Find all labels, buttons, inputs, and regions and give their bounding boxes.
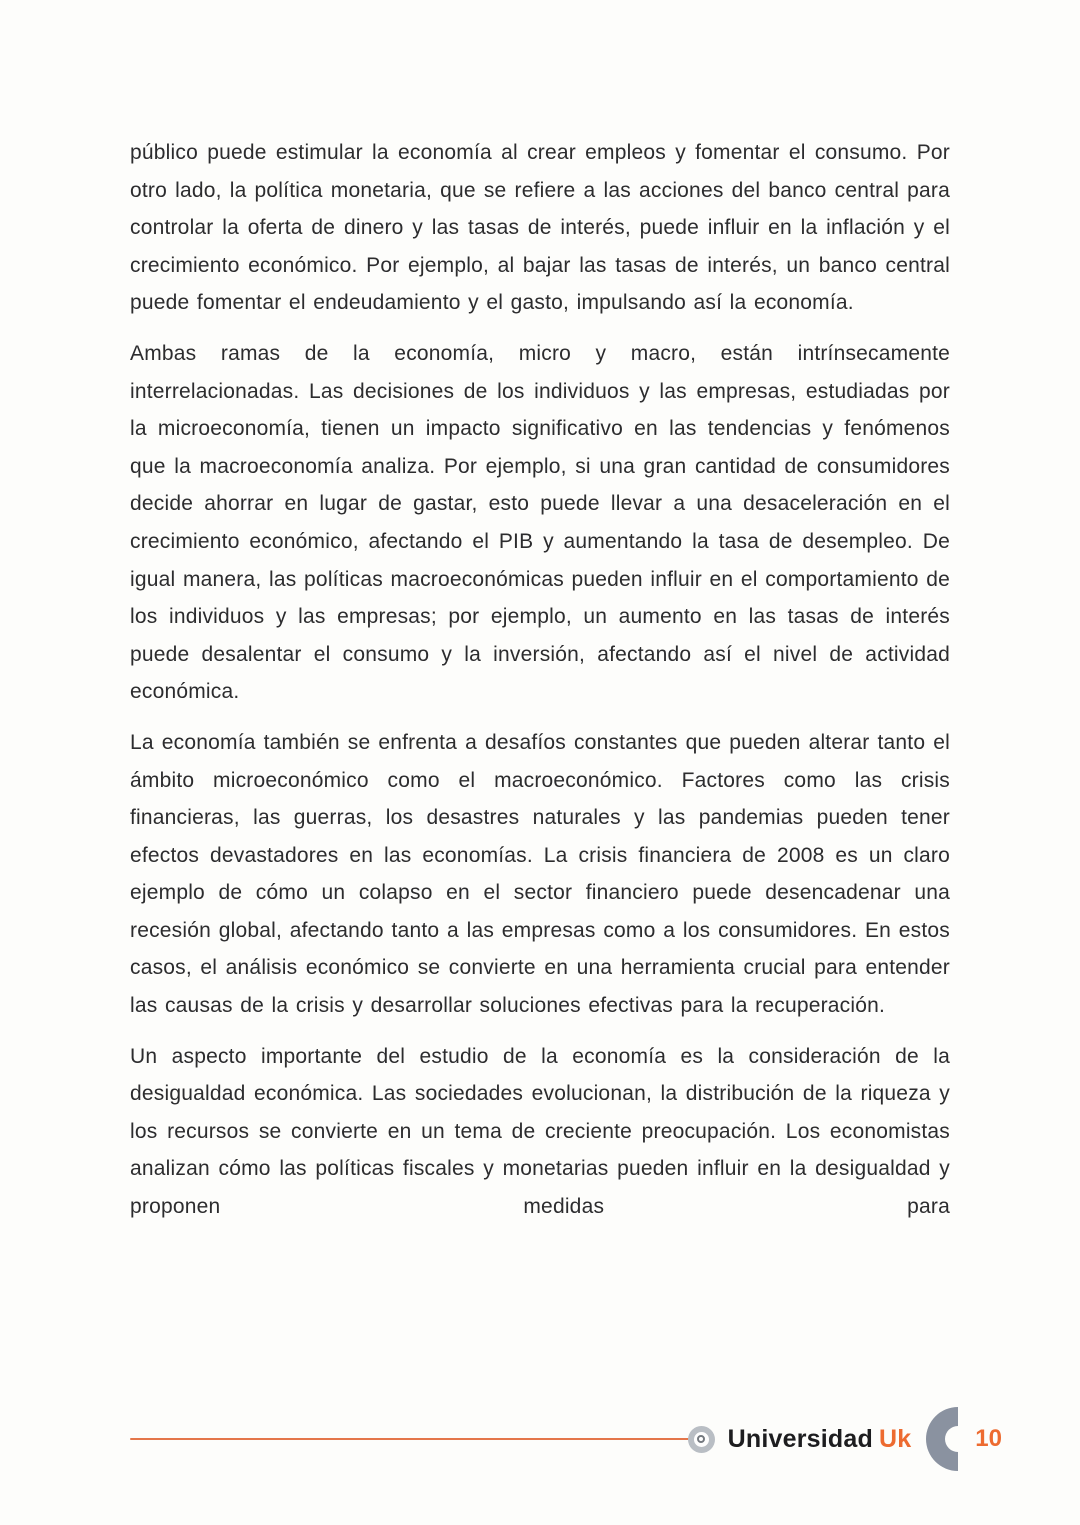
body-paragraph-4: Un aspecto importante del estudio de la economía es la consideración de la desigualdad económica. Las sociedades evolucionan, la distribución de la riqueza y los recursos se convierte en un tema de creciente preocupación. Los economistas analizan cómo las políticas fiscales y monetarias pueden influir en la desigualdad y proponen medidas para bbox=[130, 1044, 950, 1219]
footer-divider-line bbox=[130, 1438, 689, 1441]
body-paragraph-1: público puede estimular la economía al crear empleos y fomentar el consumo. Por otro lado, la política monetaria, que se refiere a las acciones del banco central para controlar la oferta de dinero y las tasas de interés, puede influir en la inflación y el crecimiento económico. Por ejemplo, al bajar las tasas de interés, un banco central puede fomentar el endeudamiento y el gasto, impulsando así la economía. bbox=[130, 141, 950, 315]
brand-logo-text bbox=[728, 1425, 912, 1454]
body-paragraph-2: Ambas ramas de la economía, micro y macro, están intrínsecamente interrelacionadas. Las decisiones de los individuos y las empresas, estudiadas por la microeconomía, tienen un impacto significativo en las tendencias y fenómenos que la macroeconomía analiza. Por ejemplo, si una gran cantidad de consumidores decide ahorrar en lugar de gastar, esto puede llevar a una desaceleración en el crecimiento económico, afectando el PIB y aumentando la tasa de desempleo. De igual manera, las políticas macroeconómicas pueden influir en el comportamiento de los individuos y las empresas; por ejemplo, un aumento en las tasas de interés puede desalentar el consumo y la inversión, afectando así el nivel de actividad económica. bbox=[130, 341, 950, 704]
target-icon bbox=[688, 1426, 715, 1453]
page-body-text bbox=[130, 134, 950, 1239]
brand-suffix: Uk bbox=[878, 1424, 912, 1453]
crescent-icon bbox=[925, 1406, 958, 1472]
page-number: 10 bbox=[975, 1425, 1002, 1452]
brand-name: Universidad bbox=[727, 1424, 873, 1453]
page-footer bbox=[130, 1404, 1002, 1474]
target-icon-dot bbox=[697, 1435, 705, 1443]
target-icon-ring bbox=[694, 1432, 709, 1447]
body-paragraph-3: La economía también se enfrenta a desafíos constantes que pueden alterar tanto el ámbito microeconómico como el macroeconómico. Factores como las crisis financieras, las guerras, los desastres naturales y las pandemias pueden tener efectos devastadores en las economías. La crisis financiera de 2008 es un claro ejemplo de cómo un colapso en el sector financiero puede desencadenar una recesión global, afectando tanto a las empresas como a los consumidores. En estos casos, el análisis económico se convierte en una herramienta crucial para entender las causas de la crisis y desarrollar soluciones efectivas para la recuperación. bbox=[130, 730, 950, 1018]
